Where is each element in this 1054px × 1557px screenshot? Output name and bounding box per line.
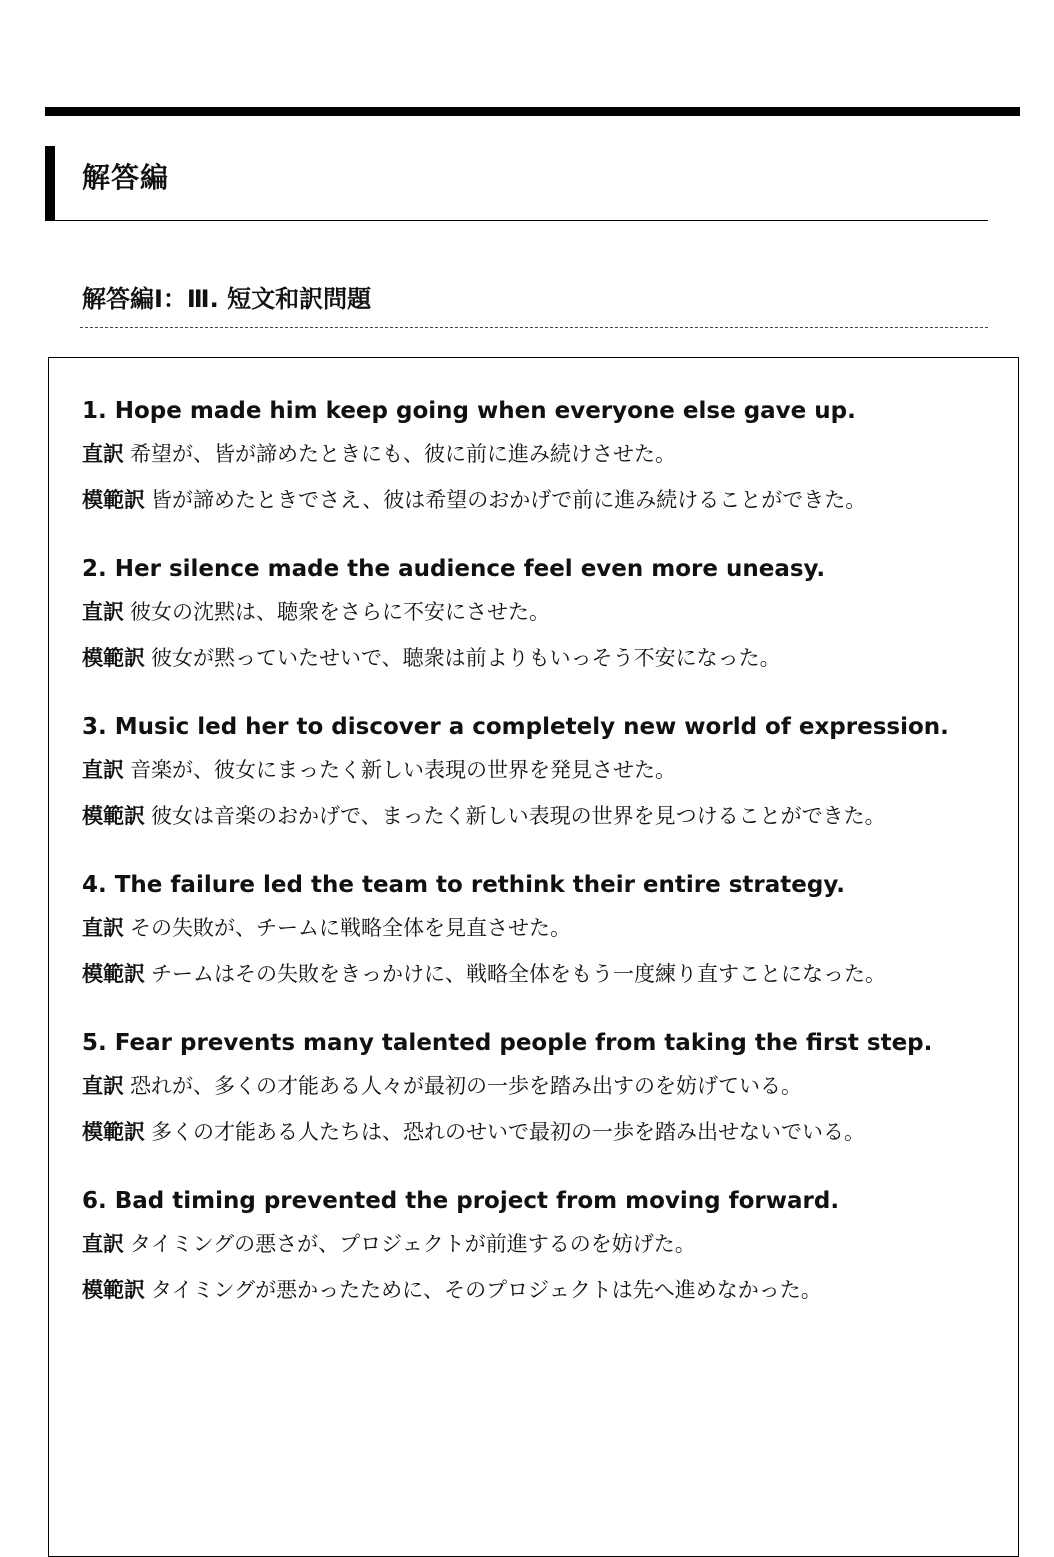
literal-label: 直訳: [82, 758, 124, 782]
model-text: タイミングが悪かったために、そのプロジェクトは先へ進めなかった。: [151, 1278, 822, 1302]
literal-label: 直訳: [82, 1074, 124, 1098]
english-sentence: 1. Hope made him keep going when everyone else gave up.: [82, 398, 856, 424]
model-text: 彼女は音楽のおかげで、まったく新しい表現の世界を見つけることができた。: [151, 804, 886, 828]
english-sentence: 2. Her silence made the audience feel even more uneasy.: [82, 556, 826, 582]
literal-translation: [82, 747, 972, 793]
literal-label: 直訳: [82, 600, 124, 624]
model-translation: [82, 951, 972, 997]
literal-translation: [82, 589, 972, 635]
english-sentence: 3. Music led her to discover a completely new world of expression.: [82, 714, 949, 740]
model-label: 模範訳: [82, 1278, 145, 1302]
dashed-divider: [80, 327, 988, 328]
model-label: 模範訳: [82, 804, 145, 828]
literal-text: 恐れが、多くの才能ある人々が最初の一歩を踏み出すのを妨げている。: [130, 1074, 802, 1098]
heading-bar: [45, 146, 55, 220]
literal-text: 彼女の沈黙は、聴衆をさらに不安にさせた。: [130, 600, 550, 624]
english-sentence: 6. Bad timing prevented the project from moving forward.: [82, 1188, 840, 1214]
model-label: 模範訳: [82, 646, 145, 670]
literal-label: 直訳: [82, 916, 124, 940]
answer-item-1: [82, 391, 982, 523]
literal-text: その失敗が、チームに戦略全体を見直させた。: [130, 916, 571, 940]
literal-translation: [82, 431, 972, 477]
answer-item-3: [82, 707, 982, 839]
literal-translation: [82, 1063, 972, 1109]
answer-item-6: [82, 1181, 982, 1313]
literal-text: 音楽が、彼女にまったく新しい表現の世界を発見させた。: [130, 758, 676, 782]
model-translation: [82, 793, 972, 839]
model-translation: [82, 635, 972, 681]
model-label: 模範訳: [82, 1120, 145, 1144]
section-heading: [45, 146, 988, 221]
section-subtitle: 解答編Ⅰ：Ⅲ. 短文和訳問題: [82, 285, 372, 313]
model-label: 模範訳: [82, 962, 145, 986]
answer-item-5: [82, 1023, 982, 1155]
model-text: 彼女が黙っていたせいで、聴衆は前よりもいっそう不安になった。: [151, 646, 781, 670]
answer-list: [82, 391, 982, 1339]
model-text: 皆が諦めたときでさえ、彼は希望のおかげで前に進み続けることができた。: [151, 488, 867, 512]
model-label: 模範訳: [82, 488, 145, 512]
english-sentence: 4. The failure led the team to rethink their entire strategy.: [82, 872, 845, 898]
top-rule: [45, 107, 1020, 116]
model-translation: [82, 1109, 972, 1155]
english-sentence: 5. Fear prevents many talented people from taking the first step.: [82, 1030, 933, 1056]
model-translation: [82, 1267, 972, 1313]
literal-label: 直訳: [82, 442, 124, 466]
literal-text: 希望が、皆が諦めたときにも、彼に前に進み続けさせた。: [130, 442, 676, 466]
answer-item-2: [82, 549, 982, 681]
answer-item-4: [82, 865, 982, 997]
model-translation: [82, 477, 972, 523]
model-text: 多くの才能ある人たちは、恐れのせいで最初の一歩を踏み出せないでいる。: [151, 1120, 865, 1144]
literal-text: タイミングの悪さが、プロジェクトが前進するのを妨げた。: [130, 1232, 696, 1256]
page-title: 解答編: [82, 161, 170, 194]
literal-translation: [82, 1221, 972, 1267]
literal-translation: [82, 905, 972, 951]
model-text: チームはその失敗をきっかけに、戦略全体をもう一度練り直すことになった。: [151, 962, 886, 986]
literal-label: 直訳: [82, 1232, 124, 1256]
